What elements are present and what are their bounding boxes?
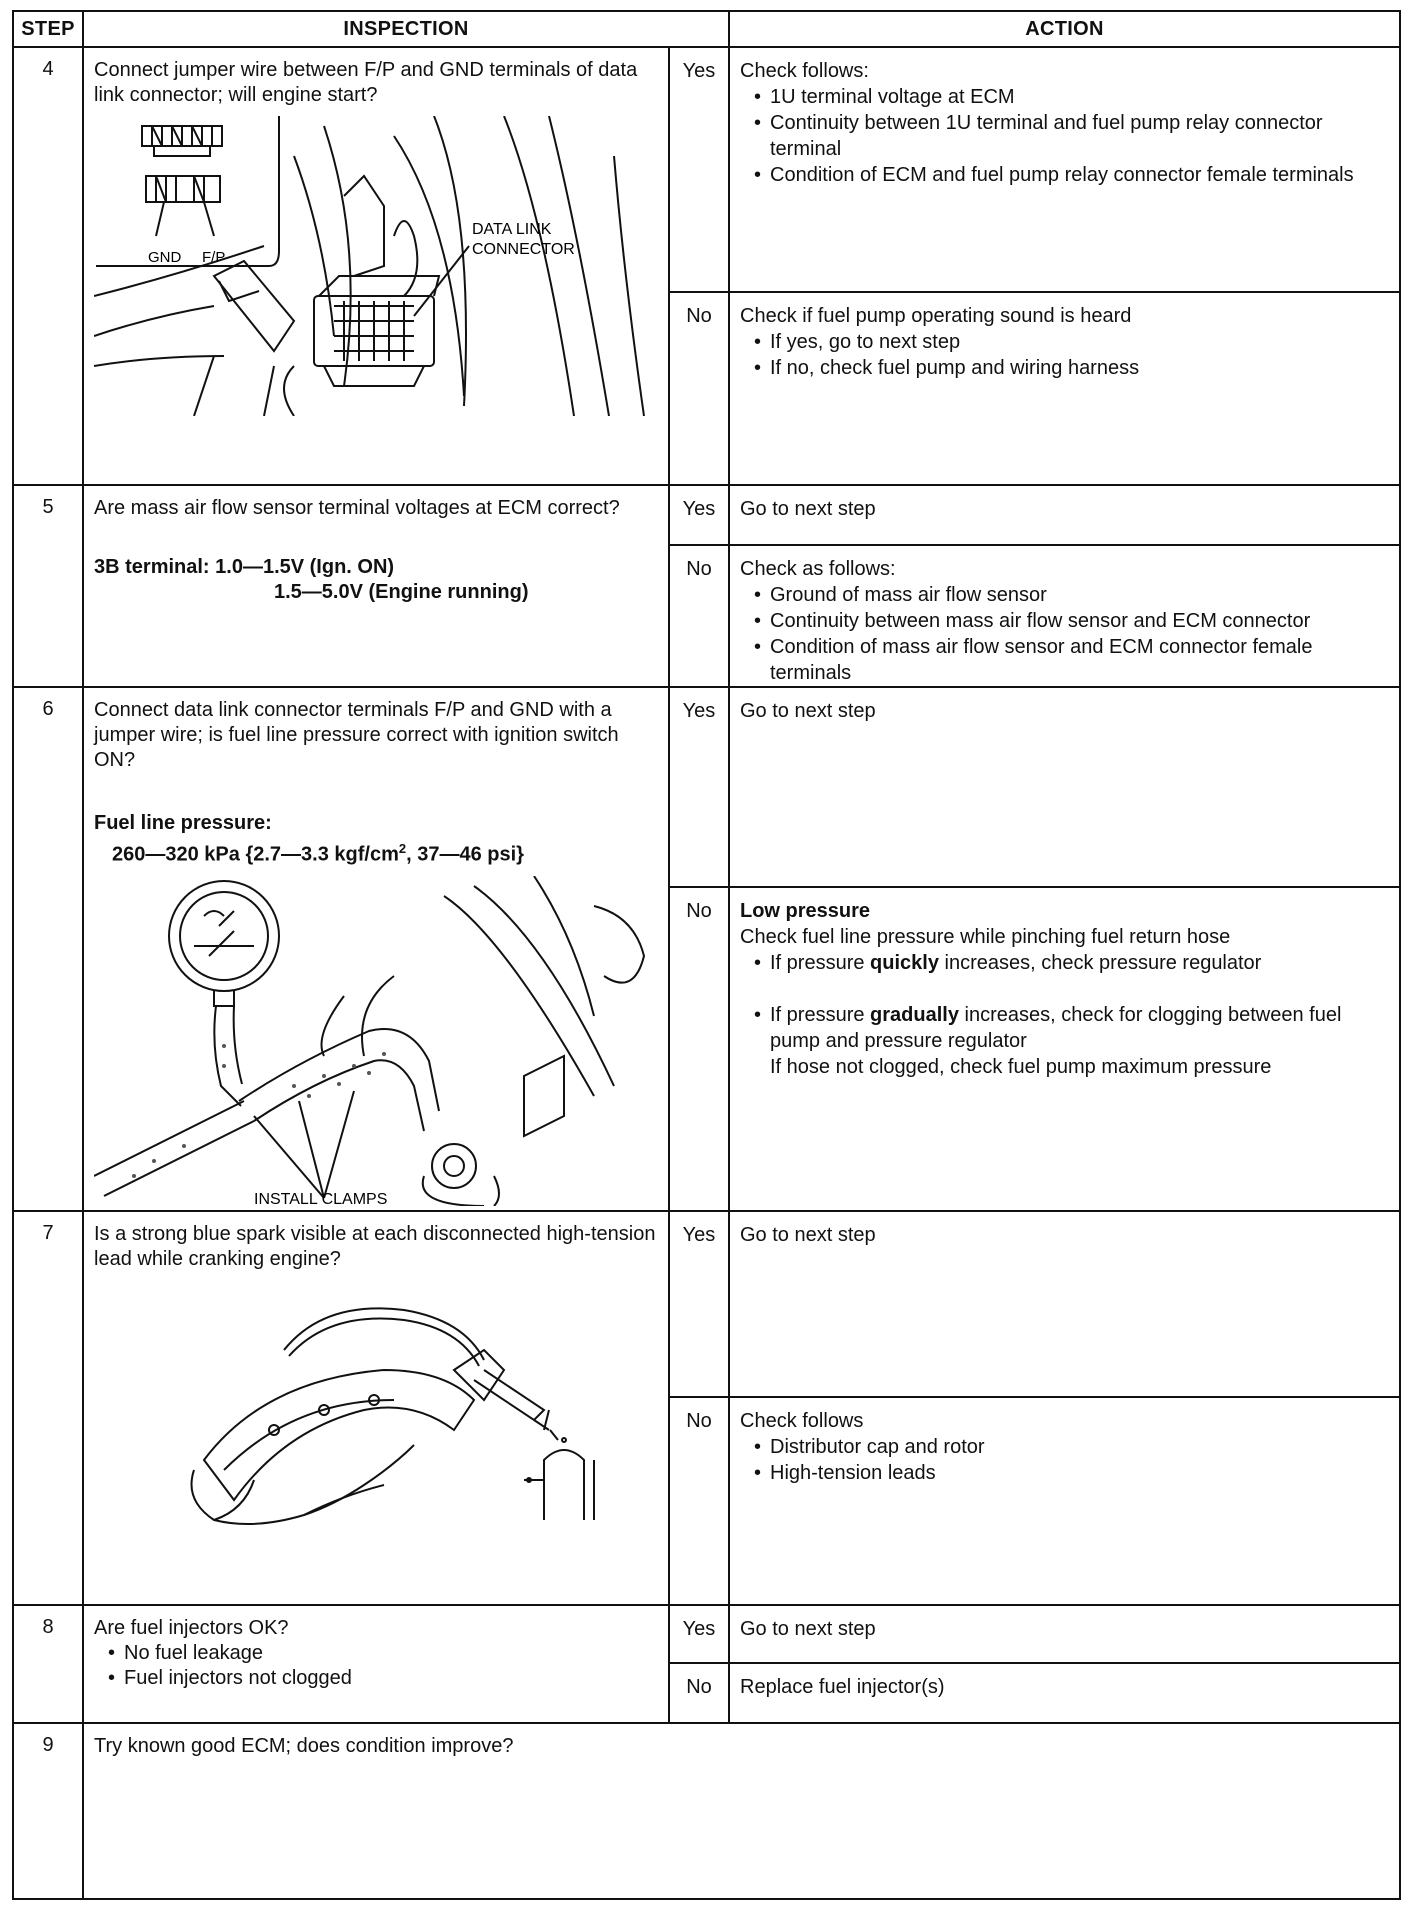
list-item-text: increases, check for clogging between fuel pump and pressure regulator <box>770 1004 1342 1052</box>
step-number: 7 <box>13 1211 83 1605</box>
spec-value <box>94 836 658 868</box>
step-number: 9 <box>13 1723 83 1899</box>
action-list <box>740 582 1389 686</box>
inspection-list <box>94 1641 658 1691</box>
dlc-label-2: CONNECTOR <box>472 241 575 258</box>
no-label: No <box>669 292 729 485</box>
action-list <box>740 950 1389 1080</box>
list-item: • Condition of mass air flow sensor and ECM connector female terminals <box>754 634 1389 686</box>
action-list <box>740 1434 1389 1486</box>
yes-label: Yes <box>669 47 729 292</box>
list-item-emphasis: gradually <box>870 1004 959 1026</box>
inspection-text: Are fuel injectors OK? <box>94 1617 289 1639</box>
action-intro: Check as follows: <box>740 558 896 580</box>
step-5-no-action <box>729 545 1400 687</box>
list-item: • Ground of mass air flow sensor <box>754 582 1389 608</box>
list-item: • Condition of ECM and fuel pump relay connector female terminals <box>754 162 1389 188</box>
action-list <box>740 329 1389 381</box>
list-item-text: If hose not clogged, check fuel pump maximum pressure <box>770 1056 1272 1078</box>
step-number: 8 <box>13 1605 83 1723</box>
action-intro: Check if fuel pump operating sound is heard <box>740 305 1132 327</box>
no-label: No <box>669 545 729 687</box>
list-item-emphasis: quickly <box>870 952 939 974</box>
list-item <box>754 950 1389 976</box>
step-6-no-action <box>729 887 1400 1211</box>
step-7-yes-action: Go to next step <box>729 1211 1400 1397</box>
list-item: • Continuity between mass air flow sensor and ECM connector <box>754 608 1389 634</box>
step-8-no-action: Replace fuel injector(s) <box>729 1663 1400 1723</box>
list-item: • 1U terminal voltage at ECM <box>754 84 1389 110</box>
fuel-pressure-gauge-figure <box>94 876 654 1206</box>
step-8-yes-row <box>13 1605 1400 1663</box>
no-label: No <box>669 887 729 1211</box>
step-5-yes-action: Go to next step <box>729 485 1400 545</box>
list-item: • Fuel injectors not clogged <box>108 1666 658 1691</box>
dlc-label-1: DATA LINK <box>472 221 552 238</box>
list-item: • Continuity between 1U terminal and fuel pump relay connector terminal <box>754 110 1389 162</box>
action-intro: Check fuel line pressure while pinching fuel return hose <box>740 926 1231 948</box>
inspection-text: Connect jumper wire between F/P and GND terminals of data link connector; will engine start? <box>94 59 638 106</box>
list-item: • Distributor cap and rotor <box>754 1434 1389 1460</box>
inspection-text: Are mass air flow sensor terminal voltages at ECM correct? <box>94 497 620 519</box>
step-5-inspection <box>83 485 669 687</box>
fp-label: F/P <box>202 249 226 266</box>
step-number: 4 <box>13 47 83 485</box>
list-item-text: increases, check pressure regulator <box>938 952 1262 974</box>
header-step: STEP <box>13 11 83 47</box>
spec-title: Fuel line pressure: <box>94 812 272 834</box>
data-link-connector-figure <box>94 116 654 416</box>
step-number: 6 <box>13 687 83 1211</box>
spec-value-part: , 37—46 psi} <box>406 843 524 866</box>
step-8-yes-action: Go to next step <box>729 1605 1400 1663</box>
yes-label: Yes <box>669 1211 729 1397</box>
yes-label: Yes <box>669 485 729 545</box>
step-6-yes-row <box>13 687 1400 887</box>
step-7-inspection <box>83 1211 669 1605</box>
step-7-yes-row <box>13 1211 1400 1397</box>
spec-value-part: 260—320 kPa {2.7—3.3 kgf/cm <box>112 843 399 866</box>
inspection-text: Connect data link connector terminals F/P and GND with a jumper wire; is fuel line pressure correct with ignition switch ON? <box>94 699 619 771</box>
step-4-inspection <box>83 47 669 485</box>
step-5-yes-row <box>13 485 1400 545</box>
spec-line-2: 1.5—5.0V (Engine running) <box>274 581 529 603</box>
spark-test-figure <box>94 1280 654 1530</box>
step-4-no-action <box>729 292 1400 485</box>
action-list <box>740 84 1389 188</box>
spec-line-1: 3B terminal: 1.0—1.5V (Ign. ON) <box>94 556 395 578</box>
step-9-row <box>13 1723 1400 1899</box>
step-4-yes-action <box>729 47 1400 292</box>
no-label: No <box>669 1397 729 1605</box>
list-item: • If yes, go to next step <box>754 329 1389 355</box>
action-title: Low pressure <box>740 900 871 922</box>
yes-label: Yes <box>669 687 729 887</box>
gnd-label: GND <box>148 249 182 266</box>
inspection-text: Is a strong blue spark visible at each disconnected high-tension lead while cranking engine? <box>94 1223 656 1270</box>
diagnostic-table <box>12 10 1401 1900</box>
step-6-yes-action: Go to next step <box>729 687 1400 887</box>
header-inspection: INSPECTION <box>83 11 729 47</box>
list-item: • High-tension leads <box>754 1460 1389 1486</box>
step-number: 5 <box>13 485 83 687</box>
step-4-yes-row <box>13 47 1400 292</box>
list-item <box>754 1002 1389 1080</box>
list-item-text: If pressure <box>770 1004 871 1026</box>
action-intro: Check follows: <box>740 60 869 82</box>
step-6-inspection <box>83 687 669 1211</box>
list-item: • If no, check fuel pump and wiring harness <box>754 355 1389 381</box>
action-intro: Check follows <box>740 1410 864 1432</box>
list-item: • No fuel leakage <box>108 1641 658 1666</box>
install-clamps-label: INSTALL CLAMPS <box>254 1190 388 1206</box>
spec-superscript: 2 <box>398 841 407 856</box>
no-label: No <box>669 1663 729 1723</box>
header-row <box>13 11 1400 47</box>
step-7-no-action <box>729 1397 1400 1605</box>
header-action: ACTION <box>729 11 1400 47</box>
step-8-inspection <box>83 1605 669 1723</box>
list-item-text: If pressure <box>770 952 871 974</box>
step-9-inspection: Try known good ECM; does condition improve? <box>83 1723 1400 1899</box>
yes-label: Yes <box>669 1605 729 1663</box>
